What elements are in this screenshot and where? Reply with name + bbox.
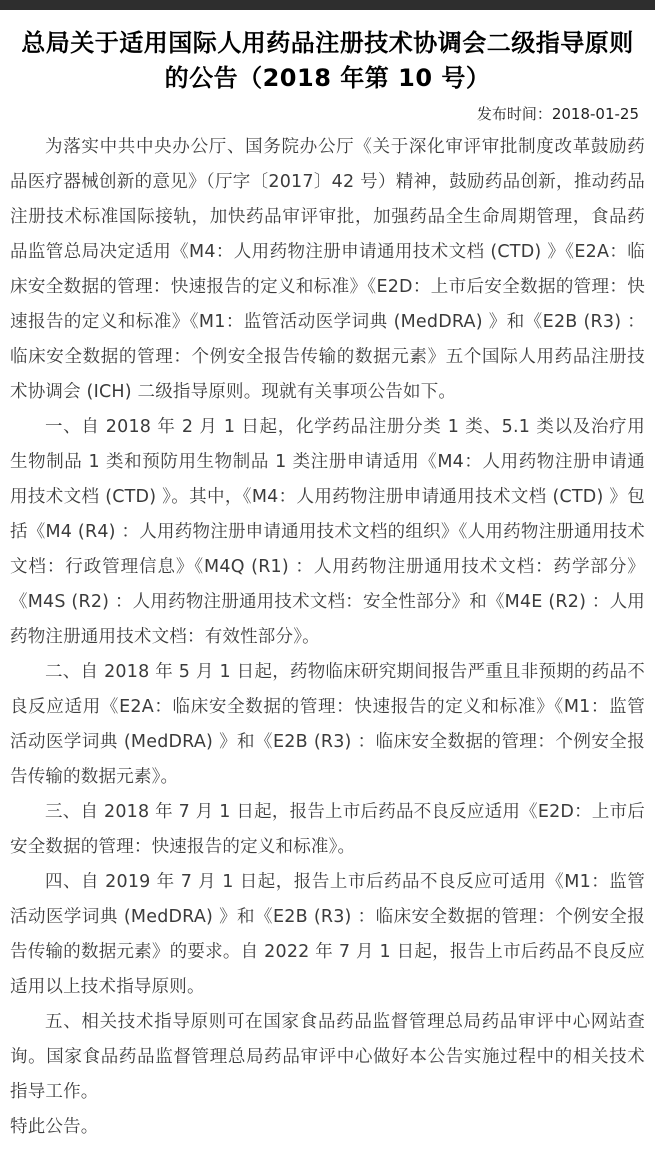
announcement-body (0, 124, 655, 1157)
publish-date: 发布时间：2018-01-25 (476, 105, 639, 123)
paragraph-item-2: 二、自 2018 年 5 月 1 日起，药物临床研究期间报告严重且非预期的药品不良反应适用《E2A：临床安全数据的管理：快速报告的定义和标准》《M1：监管活动医学词典 (MedDRA) 》和《E2B (R3) ：临床安全数据的管理：个例安全报告传输的数据元素》。 (10, 662, 645, 787)
top-bar (0, 0, 655, 10)
paragraph-item-5: 五、相关技术指导原则可在国家食品药品监督管理总局药品审评中心网站查询。国家食品药品监督管理总局药品审评中心做好本公告实施过程中的相关技术指导工作。 (10, 1012, 645, 1102)
paragraph-preamble: 为落实中共中央办公厅、国务院办公厅《关于深化审评审批制度改革鼓励药品医疗器械创新的意见》（厅字〔2017〕42 号）精神，鼓励药品创新，推动药品注册技术标准国际接轨，加快药品审评审批，加强药品全生命周期管理，食品药品监管总局决定适用《M4：人用药物注册申请通用技术文档 (CTD) 》《E2A：临床安全数据的管理：快速报告的定义和标准》《E2D：上市后安全数据的管理：快速报告的定义和标准》《M1：监管活动医学词典 (MedDRA) 》和《E2B (R3) ：临床安全数据的管理：个例安全报告传输的数据元素》五个国际人用药品注册技术协调会 (ICH) 二级指导原则。现就有关事项公告如下。 (10, 137, 645, 402)
page-title-line2: 的公告（2018 年第 10 号） (164, 64, 491, 92)
paragraph-item-1: 一、自 2018 年 2 月 1 日起，化学药品注册分类 1 类、5.1 类以及治疗用生物制品 1 类和预防用生物制品 1 类注册申请适用《M4：人用药物注册申请通用技术文档 (CTD) 》。其中，《M4：人用药物注册申请通用技术文档 (CTD) 》包括《M4 (R4) ：人用药物注册申请通用技术文档的组织》《人用药物注册通用技术文档：行政管理信息》《M4Q (R1) ：人用药物注册通用技术文档：药学部分》《M4S (R2) ：人用药物注册通用技术文档：安全性部分》和《M4E (R2) ：人用药物注册通用技术文档：有效性部分》。 (10, 417, 645, 647)
page-title (14, 26, 641, 96)
paragraph-item-4: 四、自 2019 年 7 月 1 日起，报告上市后药品不良反应可适用《M1：监管活动医学词典 (MedDRA) 》和《E2B (R3) ：临床安全数据的管理：个例安全报告传输的数据元素》的要求。自 2022 年 7 月 1 日起，报告上市后药品不良反应适用以上技术指导原则。 (10, 872, 645, 997)
paragraph-item-3: 三、自 2018 年 7 月 1 日起，报告上市后药品不良反应适用《E2D：上市后安全数据的管理：快速报告的定义和标准》。 (10, 802, 645, 857)
title-block (0, 10, 655, 124)
page-title-line1: 总局关于适用国际人用药品注册技术协调会二级指导原则 (21, 29, 634, 57)
paragraph-closing: 特此公告。 (10, 1117, 99, 1137)
